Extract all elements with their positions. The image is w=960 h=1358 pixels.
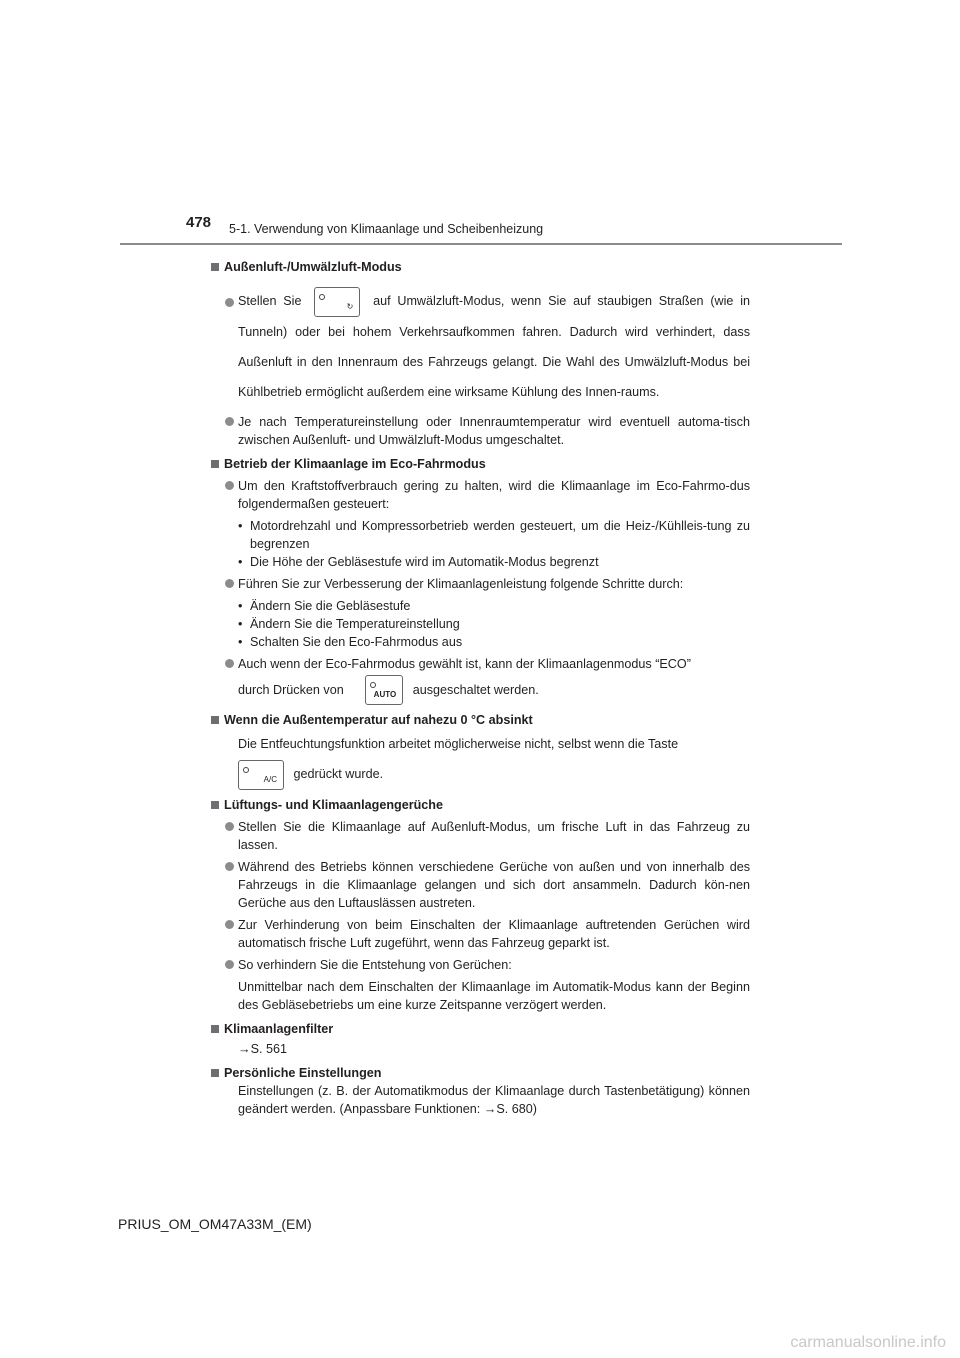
section-heading: Betrieb der Klimaanlage im Eco-Fahrmodus [210,455,750,473]
sub-list-item: • Die Höhe der Gebläsestufe wird im Automatik-Modus begrenzt [238,554,599,569]
bullet-icon [225,579,234,588]
section-heading: Persönliche Einstellungen [210,1064,750,1082]
watermark: carmanualsonline.info [790,1334,946,1351]
list-item: Zur Verhinderung von beim Einschalten der Klimaanlage auftretenden Gerüchen wird automatisch frische Luft zugeführt, wenn das Fahrzeug geparkt ist. [210,916,750,952]
header-divider [120,243,842,245]
sub-list-item: • Ändern Sie die Gebläsestufe [238,598,411,613]
paragraph: Einstellungen (z. B. der Automatikmodus der Klimaanlage durch Tastenbetätigung) können geändert werden. (Anpassbare Funktionen: →S. 680) [238,1084,750,1117]
bullet-icon [225,659,234,668]
auto-button-icon: AUTO [365,675,403,705]
sub-list-item: • Motordrehzahl und Kompressorbetrieb werden gesteuert, um die Heiz-/Kühlleis-tung zu begrenzen [238,518,750,551]
bullet-icon [225,960,234,969]
bullet-icon [225,822,234,831]
bullet-icon [225,862,234,871]
bullet-icon [225,298,234,307]
paragraph: Unmittelbar nach dem Einschalten der Klimaanlage im Automatik-Modus kann der Beginn des Gebläsebetriebs um eine kurze Zeitspanne verzögert werden. [238,980,750,1013]
main-content [210,254,750,1118]
ac-button-icon: A/C [238,760,284,790]
paragraph: Die Entfeuchtungsfunktion arbeitet möglicherweise nicht, selbst wenn die Taste [238,737,679,752]
section-title: 5-1. Verwendung von Klimaanlage und Scheibenheizung [229,222,544,236]
list-item: Stellen Sie die Klimaanlage auf Außenluft-Modus, um frische Luft in das Fahrzeug zu lassen. [210,818,750,854]
list-item: So verhindern Sie die Entstehung von Gerüchen: [210,956,750,974]
list-item: Während des Betriebs können verschiedene Gerüche von außen und von innerhalb des Fahrzeugs in die Klimaanlage gelangen und sich dort ansammeln. Dadurch kön-nen Gerüche aus den Luftauslässen austreten. [210,858,750,912]
document-code: PRIUS_OM_OM47A33M_(EM) [118,1216,312,1232]
section-heading: Klimaanlagenfilter [210,1020,750,1038]
sub-list-item: • Schalten Sie den Eco-Fahrmodus aus [238,634,463,649]
page-reference: →S. 561 [238,1042,288,1057]
sub-list-item: • Ändern Sie die Temperatureinstellung [238,616,460,631]
paragraph: A/C gedrückt wurde. [210,759,750,790]
list-item: Stellen Sie ↻ auf Umwälzluft-Modus, wenn Sie auf staubigen Straßen (wie in Tunneln) oder bei hohem Verkehrsaufkommen fahren. Dadurch wird verhindert, dass Außenluft in den Innenraum des Fahrzeugs gelangt. Die Wahl des Umwälzluft-Modus bei Kühlbetrieb ermöglicht außerdem eine wirksame Kühlung des Innen-raums. [210,286,750,407]
bullet-icon [225,481,234,490]
page-number: 478 [186,214,212,231]
list-item: Führen Sie zur Verbesserung der Klimaanlagenleistung folgende Schritte durch: [210,575,750,593]
section-heading: Wenn die Außentemperatur auf nahezu 0 °C absinkt [210,711,750,729]
list-item: Auch wenn der Eco-Fahrmodus gewählt ist, kann der Klimaanlagenmodus “ECO” durch Drücken von AUTO ausgeschaltet werden. [210,655,750,706]
list-item: Um den Kraftstoffverbrauch gering zu halten, wird die Klimaanlage im Eco-Fahrmo-dus folgendermaßen gesteuert: [210,477,750,513]
bullet-icon [225,920,234,929]
list-item: Je nach Temperatureinstellung oder Innenraumtemperatur wird eventuell automa-tisch zwischen Außenluft- und Umwälzluft-Modus umgeschaltet. [210,413,750,449]
section-heading: Lüftungs- und Klimaanlagengerüche [210,796,750,814]
bullet-icon [225,417,234,426]
recirculation-button-icon: ↻ [314,287,360,317]
section-heading: Außenluft-/Umwälzluft-Modus [210,258,750,276]
